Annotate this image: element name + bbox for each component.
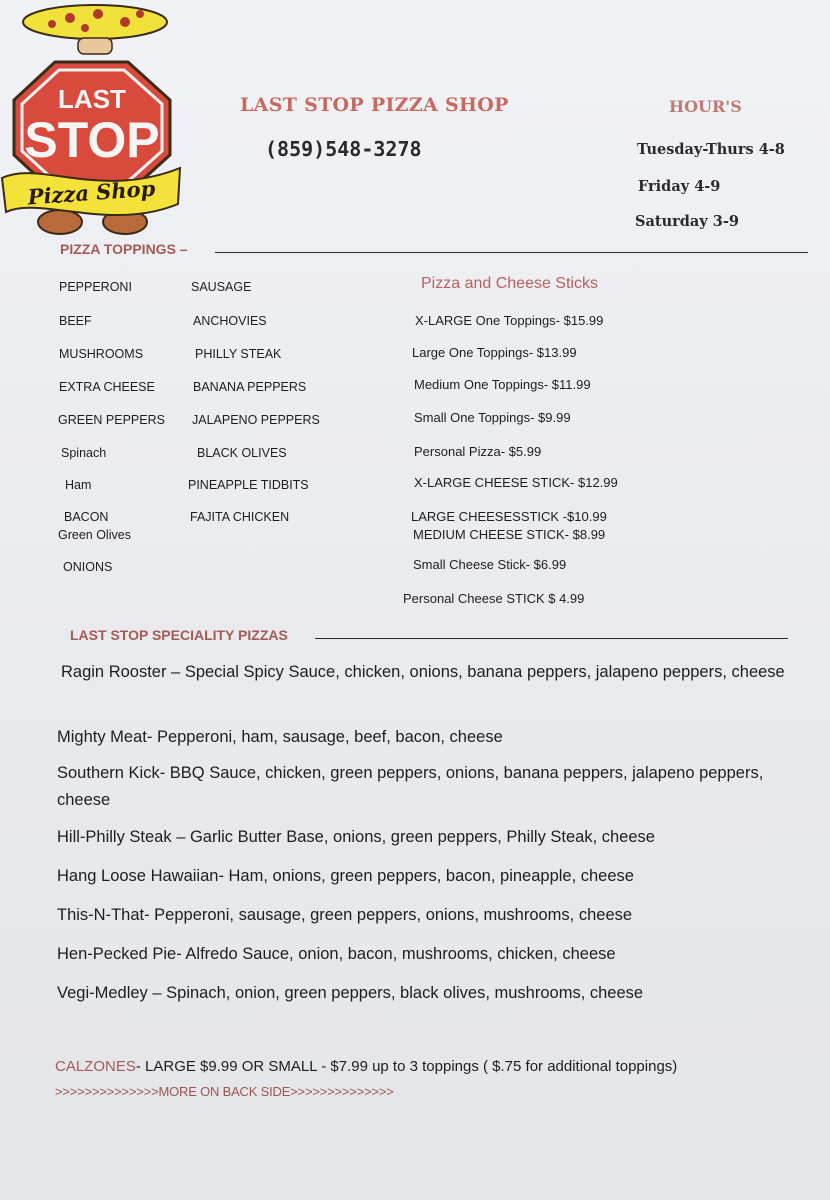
hours-line: Tuesday-Thurs 4-8 <box>637 141 785 158</box>
specialty-rule <box>315 638 788 639</box>
toppings-heading: PIZZA TOPPINGS – <box>60 241 188 257</box>
topping-item: SAUSAGE <box>191 280 252 294</box>
topping-item: ONIONS <box>63 560 113 574</box>
specialty-item: Hen-Pecked Pie- Alfredo Sauce, onion, bacon, mushrooms, chicken, cheese <box>57 945 616 963</box>
topping-item: MUSHROOMS <box>59 347 144 361</box>
last-stop-logo <box>0 0 185 240</box>
topping-item: Green Olives <box>58 528 131 542</box>
hours-line: Saturday 3-9 <box>635 213 739 230</box>
price-item: Small Cheese Stick- $6.99 <box>413 557 567 572</box>
topping-item: BLACK OLIVES <box>197 446 287 460</box>
price-item: Small One Toppings- $9.99 <box>414 410 571 425</box>
topping-item: Ham <box>65 478 92 492</box>
specialty-item: Mighty Meat- Pepperoni, ham, sausage, beef, bacon, cheese <box>57 728 503 746</box>
logo-word-stop: STOP <box>24 112 160 168</box>
calzones-details: - LARGE $9.99 OR SMALL - $7.99 up to 3 toppings ( $.75 for additional toppings) <box>135 1058 678 1075</box>
topping-item: EXTRA CHEESE <box>59 380 155 394</box>
price-item: Personal Cheese STICK $ 4.99 <box>403 591 585 606</box>
calzones-label: CALZONES <box>55 1058 136 1075</box>
topping-item: JALAPENO PEPPERS <box>192 413 320 427</box>
topping-item: ANCHOVIES <box>193 314 267 328</box>
topping-item: GREEN PEPPERS <box>58 413 165 427</box>
specialty-item: Hang Loose Hawaiian- Ham, onions, green peppers, bacon, pineapple, cheese <box>57 867 634 885</box>
shop-name: LAST STOP PIZZA SHOP <box>240 94 509 116</box>
hours-line: Friday 4-9 <box>638 178 721 195</box>
price-item: LARGE CHEESESSTICK -$10.99 <box>411 509 607 524</box>
price-item: MEDIUM CHEESE STICK- $8.99 <box>413 527 606 542</box>
phone-number: (859)548-3278 <box>265 137 422 161</box>
topping-item: Spinach <box>61 446 107 460</box>
specialty-item: Ragin Rooster – Special Spicy Sauce, chicken, onions, banana peppers, jalapeno peppers, cheese <box>61 663 785 681</box>
price-item: Large One Toppings- $13.99 <box>412 345 577 360</box>
calzones-line <box>55 1058 677 1075</box>
topping-item: BEEF <box>59 314 92 328</box>
logo-word-last: LAST <box>58 84 126 114</box>
price-item: X-LARGE CHEESE STICK- $12.99 <box>414 475 618 490</box>
topping-item: FAJITA CHICKEN <box>190 510 290 524</box>
topping-item: PHILLY STEAK <box>195 347 282 361</box>
topping-item: BANANA PEPPERS <box>193 380 307 394</box>
price-item: Personal Pizza- $5.99 <box>414 444 542 459</box>
specialty-heading: LAST STOP SPECIALITY PIZZAS <box>70 627 288 643</box>
toppings-rule <box>215 252 808 253</box>
logo-banner-text: Pizza Shop <box>26 175 157 210</box>
topping-item: PINEAPPLE TIDBITS <box>188 478 309 492</box>
topping-item: PEPPERONI <box>59 280 132 294</box>
hours-title: HOUR'S <box>669 97 742 116</box>
price-item: Medium One Toppings- $11.99 <box>414 377 591 392</box>
specialty-item: Vegi-Medley – Spinach, onion, green peppers, black olives, mushrooms, cheese <box>57 984 644 1002</box>
specialty-item: Southern Kick- BBQ Sauce, chicken, green peppers, onions, banana peppers, jalapeno peppers, cheese <box>57 764 764 809</box>
price-item: X-LARGE One Toppings- $15.99 <box>415 313 604 328</box>
specialty-item: Hill-Philly Steak – Garlic Butter Base, onions, green peppers, Philly Steak, cheese <box>57 828 655 846</box>
topping-item: BACON <box>64 510 109 524</box>
pizza-cheese-sticks-heading: Pizza and Cheese Sticks <box>421 275 598 292</box>
more-on-back-side: >>>>>>>>>>>>>>MORE ON BACK SIDE>>>>>>>>>>>>>> <box>55 1084 394 1099</box>
specialty-item: This-N-That- Pepperoni, sausage, green peppers, onions, mushrooms, cheese <box>57 906 633 924</box>
